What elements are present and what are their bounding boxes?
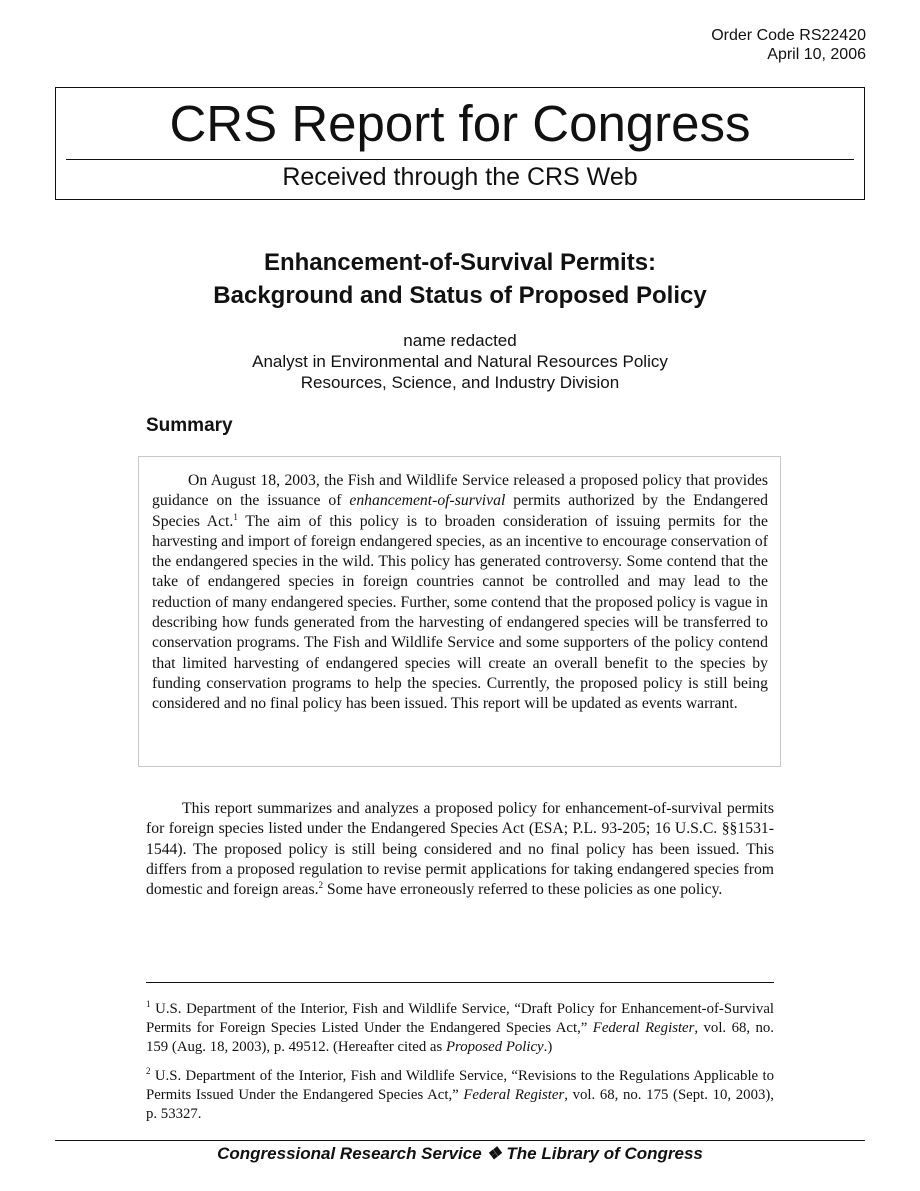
crs-banner <box>55 87 865 200</box>
footnote-italic: Federal Register <box>592 1020 695 1037</box>
footer-divider <box>55 1140 865 1141</box>
summary-box <box>138 456 781 767</box>
summary-text-c: The aim of this policy is to broaden consideration of issuing permits for the harvesting and import of foreign endangered species, as an incentive to encourage conservation of the endangered species in the wild. This policy has generated controversy. Some contend that the take of endangered species in foreign countries cannot be controlled and may lead to the reduction of many endangered species. Further, some contend that the proposed policy is vague in describing how funds generated from the harvesting of endangered species will be transferred to conservation programs. The Fish and Wildlife Service and some supporters of the policy contend that limited harvesting of endangered species will create an overall benefit to the species by funding conservation programs to help the species. Currently, the proposed policy is still being considered and no final policy has been issued. This report will be updated as events warrant. <box>152 512 768 713</box>
report-title <box>0 246 920 312</box>
footnote-text: .) <box>543 1039 553 1056</box>
diamond-separator-icon: ❖ <box>486 1144 502 1163</box>
footnote-text: U.S. Department of the Interior, Fish and Wildlife Service, “Revisions to the Regulations Applicable to Permits Issued Under the Endangered Species Act,” <box>146 1067 774 1103</box>
banner-divider <box>66 159 854 160</box>
footnote-text: , vol. 68, no. 159 (Aug. 18, 2003), p. 49512. (Hereafter cited as <box>146 1020 775 1056</box>
footnotes <box>146 1000 774 1133</box>
summary-heading: Summary <box>146 415 233 436</box>
banner-title: CRS Report for Congress <box>169 95 751 152</box>
author-role: Analyst in Environmental and Natural Resources Policy <box>252 352 668 371</box>
body-text-a: This report summarizes and analyzes a proposed policy for enhancement-of-survival permits for foreign species listed under the Endangered Species Act (ESA; P.L. 93-205; 16 U.S.C. §§1531-1544). The proposed policy is still being considered and no final policy has been issued. This differs from a proposed regulation to revise permit applications for taking endangered species from domestic and foreign areas. <box>146 800 774 899</box>
summary-text-a: On August 18, 2003, the Fish and Wildlife Service released a proposed policy that provides guidance on the issuance of <box>152 472 768 510</box>
footnote-text: U.S. Department of the Interior, Fish and Wildlife Service, “Draft Policy for Enhancement-of-Survival Permits for Foreign Species Listed Under the Endangered Species Act,” <box>146 1001 774 1037</box>
report-title-line-1: Enhancement-of-Survival Permits: <box>263 249 657 276</box>
order-info <box>711 26 866 64</box>
report-title-line-2: Background and Status of Proposed Policy <box>213 282 707 309</box>
summary-text-b: permits authorized by the Endangered Species Act. <box>152 492 769 530</box>
report-date: April 10, 2006 <box>767 46 866 63</box>
author-name: name redacted <box>403 331 517 350</box>
summary-italic-term: enhancement-of-survival <box>349 492 506 510</box>
footnote-number: 2 <box>146 1065 151 1076</box>
summary-paragraph <box>152 471 768 715</box>
footnote-2 <box>146 1067 774 1125</box>
author-block <box>0 330 920 393</box>
page-footer <box>0 1143 920 1164</box>
footnote-ref-2[interactable]: 2 <box>318 880 323 891</box>
footer-loc: The Library of Congress <box>506 1144 703 1163</box>
author-division: Resources, Science, and Industry Division <box>300 373 620 392</box>
banner-subtitle: Received through the CRS Web <box>282 163 638 191</box>
footer-crs: Congressional Research Service <box>217 1144 482 1163</box>
footnote-ref-1[interactable]: 1 <box>233 511 238 522</box>
footnote-number: 1 <box>146 999 151 1009</box>
body-text-b: Some have erroneously referred to these policies as one policy. <box>323 881 723 899</box>
footnote-italic: Federal Register <box>463 1086 565 1103</box>
body-paragraph <box>146 799 774 900</box>
body-section <box>146 799 774 900</box>
footnote-1 <box>146 1000 774 1058</box>
order-code: Order Code RS22420 <box>711 27 866 44</box>
footnote-text: , vol. 68, no. 175 (Sept. 10, 2003), p. 53327. <box>146 1086 774 1123</box>
footnote-italic: Proposed Policy <box>445 1039 544 1056</box>
footnote-divider <box>146 982 774 983</box>
